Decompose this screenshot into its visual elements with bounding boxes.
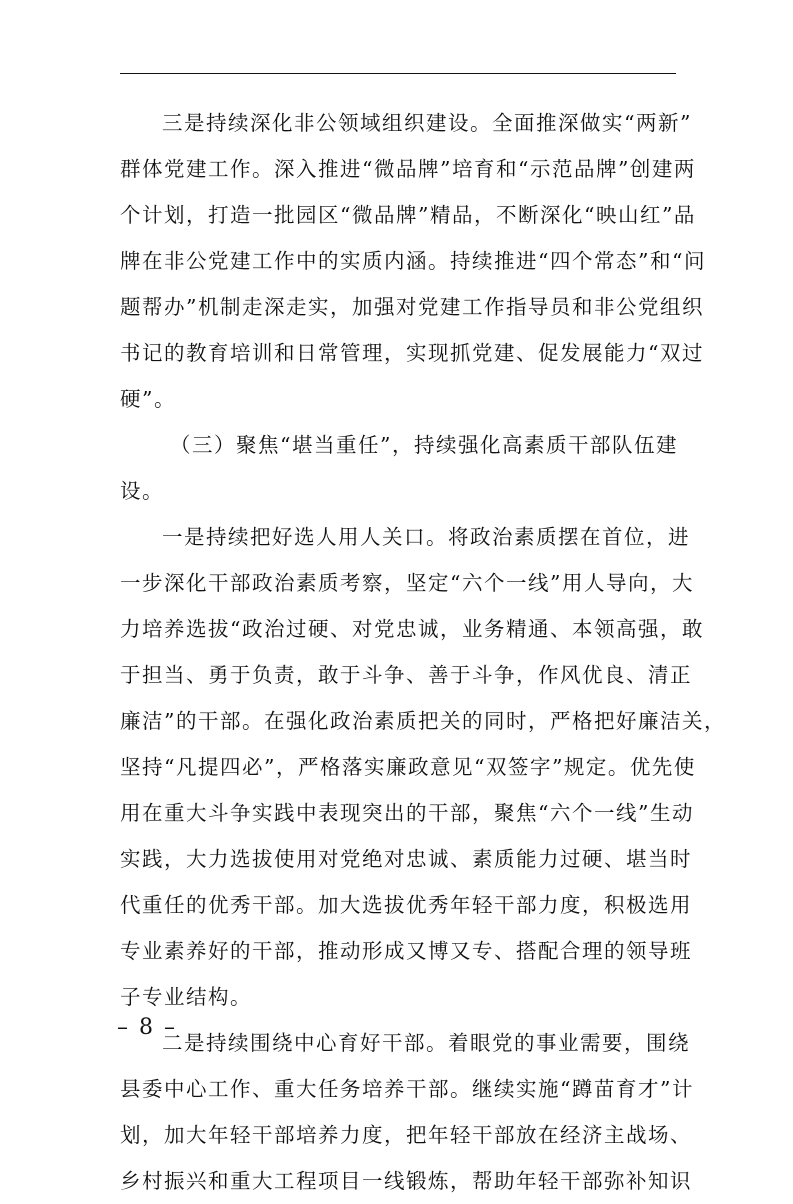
text-line: 划，加大年轻干部培养力度，把年轻干部放在经济主战场、 bbox=[120, 1123, 692, 1147]
heading-line: 设。 bbox=[120, 479, 164, 503]
text-line: 于担当、勇于负责，敢于斗争、善于斗争，作风优良、清正 bbox=[120, 663, 692, 687]
text-line: 三是持续深化非公领域组织建设。全面推深做实“两新” bbox=[162, 111, 692, 135]
text-line: 一是持续把好选人用人关口。将政治素质摆在首位，进 bbox=[162, 525, 690, 549]
text-line: 子专业结构。 bbox=[120, 985, 252, 1009]
text-line: 硬”。 bbox=[120, 387, 176, 411]
text-line: 群体党建工作。深入推进“微品牌”培育和“示范品牌”创建两 bbox=[120, 157, 696, 181]
text-line: 专业素养好的干部，推动形成又博又专、搭配合理的领导班 bbox=[120, 939, 692, 963]
text-line: 个计划，打造一批园区“微品牌”精品，不断深化“映山红”品 bbox=[120, 203, 696, 227]
text-line: 坚持“凡提四必”，严格落实廉政意见“双签字”规定。优先使 bbox=[120, 755, 696, 779]
document-body bbox=[120, 100, 726, 1204]
text-line: 代重任的优秀干部。加大选拔优秀年轻干部力度，积极选用 bbox=[120, 893, 692, 917]
text-line: 书记的教育培训和日常管理，实现抓党建、促发展能力“双过 bbox=[120, 341, 704, 365]
text-line: 二是持续围绕中心育好干部。着眼党的事业需要，围绕 bbox=[162, 1031, 690, 1055]
heading-line: （三）聚焦“堪当重任”，持续强化高素质干部队伍建 bbox=[170, 433, 678, 457]
paragraph bbox=[120, 514, 726, 1020]
paragraph bbox=[120, 1020, 694, 1204]
text-line: 实践，大力选拔使用对党绝对忠诚、素质能力过硬、堪当时 bbox=[120, 847, 692, 871]
text-line: 一步深化干部政治素质考察，坚定“六个一线”用人导向，大 bbox=[120, 571, 694, 595]
text-line: 县委中心工作、重大任务培养干部。继续实施“蹲苗育才”计 bbox=[120, 1077, 694, 1101]
page-number: – 8 – bbox=[117, 1015, 177, 1040]
text-line: 题帮办”机制走深走实，加强对党建工作指导员和非公党组织 bbox=[120, 295, 704, 319]
text-line: 廉洁”的干部。在强化政治素质把关的同时，严格把好廉洁关， bbox=[120, 709, 726, 733]
text-line: 用在重大斗争实践中表现突出的干部，聚焦“六个一线”生动 bbox=[120, 801, 694, 825]
text-line: 牌在非公党建工作中的实质内涵。持续推进“四个常态”和“问 bbox=[120, 249, 706, 273]
section-heading bbox=[120, 422, 676, 514]
paragraph bbox=[120, 100, 706, 422]
header-rule bbox=[120, 73, 676, 74]
text-line: 乡村振兴和重大工程项目一线锻炼，帮助年轻干部弥补知识 bbox=[120, 1169, 692, 1193]
text-line: 力培养选拔“政治过硬、对党忠诚，业务精通、本领高强，敢 bbox=[120, 617, 704, 641]
